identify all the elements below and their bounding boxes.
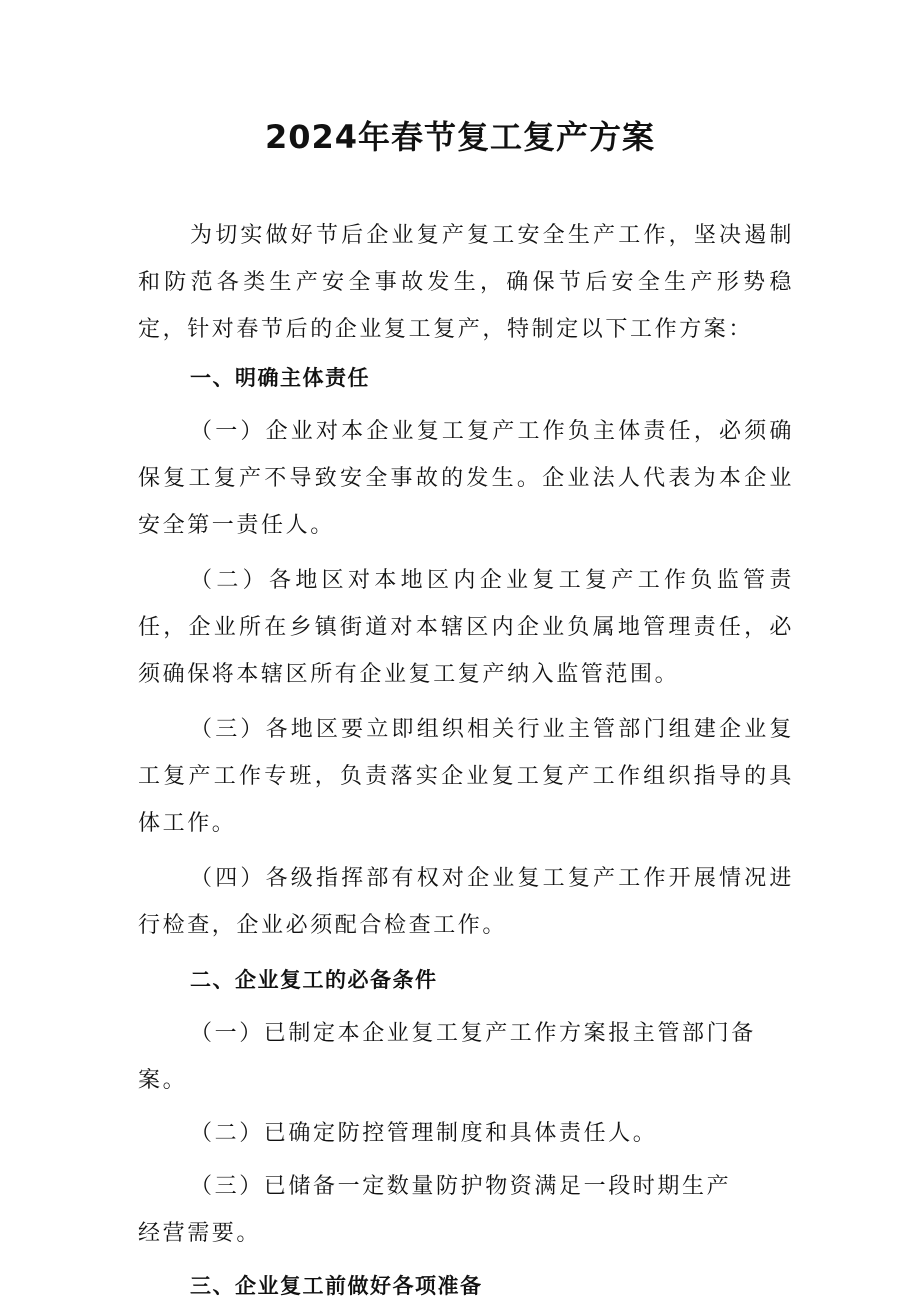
intro-paragraph: 为切实做好节后企业复产复工安全生产工作，坚决遏制和防范各类生产安全事故发生，确保节后安全生产形势稳定，针对春节后的企业复工复产，特制定以下工作方案： xyxy=(138,223,794,342)
document-body xyxy=(138,212,794,1316)
section-2-item-1: （一）已制定本企业复工复产工作方案报主管部门备案。 xyxy=(138,1021,756,1093)
section-2-item-2: （二）已确定防控管理制度和具体责任人。 xyxy=(190,1121,658,1146)
section-heading-2: 二、企业复工的必备条件 xyxy=(190,968,438,992)
document-title: 2024年春节复工复产方案 xyxy=(264,118,656,156)
section-1-item-3: （三）各地区要立即组织相关行业主管部门组建企业复工复产工作专班，负责落实企业复工复产工作组织指导的具体工作。 xyxy=(138,717,794,836)
section-heading-3: 三、企业复工前做好各项准备 xyxy=(190,1274,483,1298)
section-1-item-1: （一）企业对本企业复工复产工作负主体责任，必须确保复工复产不导致安全事故的发生。企业法人代表为本企业安全第一责任人。 xyxy=(138,419,794,538)
section-1-item-2: （二）各地区对本地区内企业复工复产工作负监管责任，企业所在乡镇街道对本辖区内企业负属地管理责任，必须确保将本辖区所有企业复工复产纳入监管范围。 xyxy=(138,568,794,687)
section-2-item-3: （三）已储备一定数量防护物资满足一段时期生产经营需要。 xyxy=(138,1174,732,1246)
section-1-item-4: （四）各级指挥部有权对企业复工复产工作开展情况进行检查，企业必须配合检查工作。 xyxy=(138,866,794,938)
section-heading-1: 一、明确主体责任 xyxy=(190,366,370,390)
